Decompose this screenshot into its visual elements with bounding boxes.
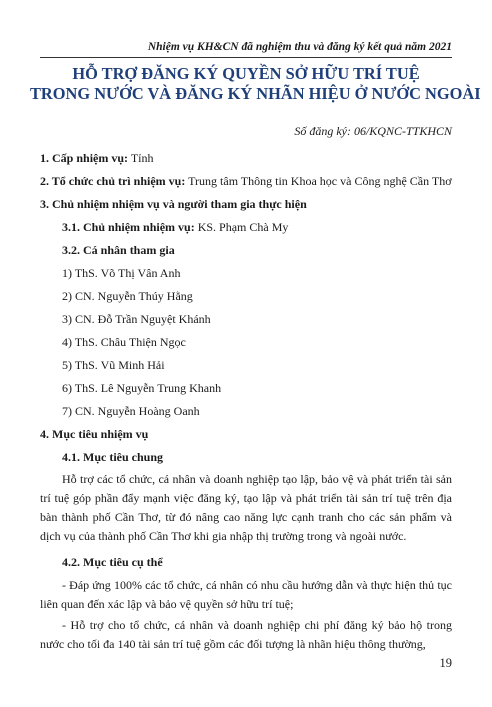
general-objective-text: Hỗ trợ các tổ chức, cá nhân và doanh nghiệp tạo lập, bảo vệ và phát triển tài sản trí tuệ góp phần đẩy mạnh việc đăng ký, tạo lập và phát triển tài sản trí tuệ trên địa bàn thành phố Cần Thơ, từ đó nâng cao năng lực cạnh tranh cho các sản phẩm và dịch vụ của thành phố Cần Thơ khi gia nhập thị trường trong và ngoài nước. [40, 472, 452, 543]
participant-item: 4) ThS. Châu Thiện Ngọc [62, 335, 186, 349]
specific-objective-2: - Hỗ trợ cho tổ chức, cá nhân và doanh nghiệp chi phí đăng ký bảo hộ trong nước cho tối đa 140 tài sản trí tuệ gồm các đối tượng là nhãn hiệu thông thường, [40, 618, 452, 651]
title-line-2: TRONG NƯỚC VÀ ĐĂNG KÝ NHÃN HIỆU Ở NƯỚC NGOÀI [30, 84, 481, 103]
participants-heading: 3.2. Cá nhân tham gia [62, 243, 175, 257]
registration-number: Số đăng ký: 06/KQNC-TTKHCN [294, 124, 452, 138]
specific-objective-heading: 4.2. Mục tiêu cụ thể [62, 555, 163, 569]
participant-item: 5) ThS. Vũ Minh Hải [62, 358, 165, 372]
participant-item: 7) CN. Nguyễn Hoàng Oanh [62, 404, 200, 418]
section-2-label: 2. Tổ chức chủ trì nhiệm vụ: [40, 174, 186, 188]
leader-value: KS. Phạm Chà My [197, 220, 289, 234]
participant-item: 2) CN. Nguyễn Thúy Hằng [62, 289, 193, 303]
section-1 [40, 150, 153, 166]
section-2 [40, 173, 452, 189]
page-number: 19 [439, 656, 452, 670]
document-title [30, 64, 481, 104]
specific-objective-1: - Đáp ứng 100% các tổ chức, cá nhân có nhu cầu hướng dẫn và thực hiện thủ tục liên quan đến xác lập và bảo vệ quyền sở hữu trí tuệ; [40, 578, 452, 611]
running-header: Nhiệm vụ KH&CN đã nghiệm thu và đăng ký kết quả năm 2021 [40, 40, 452, 58]
participant-item: 3) CN. Đỗ Trần Nguyệt Khánh [62, 312, 211, 326]
participant-item: 6) ThS. Lê Nguyễn Trung Khanh [62, 381, 222, 395]
section-1-value: Tỉnh [130, 151, 154, 165]
general-objective-heading: 4.1. Mục tiêu chung [62, 450, 164, 464]
section-1-label: 1. Cấp nhiệm vụ: [40, 151, 129, 165]
section-3-heading: 3. Chủ nhiệm nhiệm vụ và người tham gia thực hiện [40, 197, 307, 211]
leader-label: 3.1. Chủ nhiệm nhiệm vụ: [62, 220, 195, 234]
section-4-heading: 4. Mục tiêu nhiệm vụ [40, 427, 149, 441]
participant-item: 1) ThS. Võ Thị Vân Anh [62, 266, 181, 280]
title-line-1: HỖ TRỢ ĐĂNG KÝ QUYỀN SỞ HỮU TRÍ TUỆ [72, 64, 420, 83]
leader-line [62, 219, 288, 235]
section-2-value: Trung tâm Thông tin Khoa học và Công nghệ Cần Thơ [188, 174, 452, 188]
